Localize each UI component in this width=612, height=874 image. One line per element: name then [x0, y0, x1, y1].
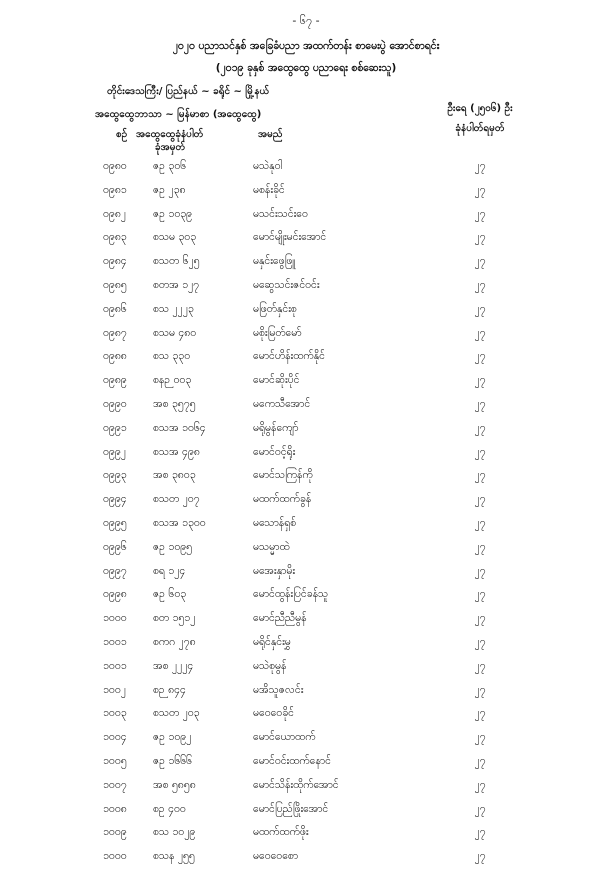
serial-cell: ၁၀၀၉: [103, 826, 127, 839]
serial-cell: ၀၉၈၃: [103, 231, 127, 244]
roll-number-cell: ဇဥ ၁၀၉၅: [153, 540, 193, 553]
roll-number-cell: စသန ၂၅၅: [153, 850, 195, 863]
serial-cell: ၀၉၉၁: [103, 421, 127, 434]
serial-cell: ၁၀၀၁: [103, 659, 127, 672]
roll-number-cell: ဇဥ ၁၀၉၂: [153, 731, 192, 744]
mark-cell: ၂၇: [474, 445, 486, 458]
table-row: [0, 684, 612, 708]
name-cell: မနှင်းဖွေဖြူ: [253, 255, 296, 268]
name-cell: မောင်ပြည်ဖြိုးအောင်: [253, 802, 329, 815]
serial-cell: ၀၉၉၆: [103, 540, 127, 553]
mark-cell: ၂၇: [474, 707, 486, 720]
subject-line: အထွေထွေဘာသာ ~ မြန်မာစာ (အထွေထွေ): [95, 109, 262, 120]
serial-cell: ၁၀၀၀: [103, 850, 127, 863]
name-cell: မအေးနှာမိုး: [253, 564, 295, 577]
mark-cell: ၂၇: [474, 493, 486, 506]
name-cell: မောင်ဆိုးပိုင်: [253, 374, 300, 387]
roll-number-cell: ဇဥ ၁၆၆၆: [153, 754, 193, 767]
serial-cell: ၀၉၉၈: [103, 588, 127, 601]
serial-cell: ၁၀၀၁: [103, 635, 127, 648]
roll-number-cell: စသမ ၄၈၀: [153, 326, 197, 339]
table-row: [0, 184, 612, 208]
mark-cell: ၂၇: [474, 612, 486, 625]
roll-number-cell: စတအ ၁၂၇: [153, 278, 200, 291]
table-row: [0, 779, 612, 803]
roll-number-cell: ဇဥ ၁၀၃၉: [153, 207, 193, 220]
serial-cell: ၀၉၈၈: [103, 350, 127, 363]
roll-number-cell: စသ ၃၃၀: [153, 350, 191, 363]
table-row: [0, 398, 612, 422]
roll-number-cell: ဇဥ ၆၀၃: [153, 588, 187, 601]
name-cell: မောင်ဟိန်းထက်နိုင်: [253, 350, 325, 363]
table-row: [0, 350, 612, 374]
mark-cell: ၂၇: [474, 731, 486, 744]
name-cell: မစိုးမြတ်မော်: [253, 326, 302, 339]
roll-number-cell: စသတ ၂၀၇: [153, 493, 200, 506]
table-row: [0, 469, 612, 493]
roll-number-cell: စသတ ၆၂၅: [153, 255, 200, 268]
name-cell: မောင်သိန်းထိုက်အောင်: [253, 778, 339, 791]
roll-number-cell: စသအ ၁၃၀၀: [153, 516, 206, 529]
mark-cell: ၂၇: [474, 350, 486, 363]
mark-cell: ၂၇: [474, 469, 486, 482]
name-cell: မောင်ဝင့်ရိုး: [253, 445, 296, 458]
roll-number-cell: အစ ၅၈၅၈: [153, 778, 196, 791]
roll-number-cell: စသမ ၃၀၃: [153, 231, 197, 244]
table-row: [0, 707, 612, 731]
name-cell: မဆွေသင်းဇင်ဝင်း: [253, 278, 320, 291]
serial-cell: ၁၀၀၃: [103, 707, 127, 720]
table-row: [0, 493, 612, 517]
candidate-count-header: ဦးရေ (၂၅၀၆) ဦး: [447, 103, 513, 114]
mark-cell: ၂၇: [474, 635, 486, 648]
name-cell: မောင်မျိုးမင်းအောင်: [253, 231, 327, 244]
serial-column-header: စဉ်: [116, 129, 128, 140]
mark-cell: ၂၇: [474, 659, 486, 672]
serial-cell: ၀၉၉၂: [103, 445, 126, 458]
roll-number-cell: စသအ ၁၀၆၄: [153, 421, 206, 434]
mark-cell: ၂၇: [474, 564, 486, 577]
table-row: [0, 160, 612, 184]
table-row: [0, 374, 612, 398]
mark-cell: ၂၇: [474, 802, 486, 815]
name-cell: မသဲနုဝါ: [253, 160, 283, 172]
serial-cell: ၁၀၀၅: [103, 754, 127, 767]
roll-number-cell: စဥ ၄၀၀: [153, 802, 186, 815]
mark-cell: ၂၇: [474, 397, 486, 410]
serial-cell: ၀၉၈၅: [103, 278, 127, 291]
name-cell: မောင်ယောထက်: [253, 731, 316, 744]
serial-cell: ၁၀၀၂: [103, 683, 126, 696]
name-cell: မရိုင်နှင်းမွှ: [253, 635, 291, 648]
mark-column-header: ခုံနံပါတ်ရမှတ်: [455, 123, 505, 134]
table-row: [0, 231, 612, 255]
serial-cell: ၀၉၉၀: [103, 397, 127, 410]
mark-cell: ၂၇: [474, 326, 486, 339]
table-row: [0, 327, 612, 351]
table-row: [0, 255, 612, 279]
document-title: ၂၀၂၀ ပညာသင်နှစ် အခြေခံပညာ အထက်တန်း စာမေးပွဲ အောင်စာရင်း: [172, 40, 440, 52]
table-row: [0, 208, 612, 232]
name-cell: မဖြတ်နှင်းစု: [253, 302, 297, 315]
roll-number-cell: အစ ၃၅၇၅: [153, 397, 196, 410]
serial-cell: ၀၉၈၂: [103, 207, 126, 220]
roll-number-cell: စကဂ ၂၇၈: [153, 635, 196, 648]
roll-number-cell: စသ ၁၀၂၉: [153, 826, 196, 839]
mark-cell: ၂၇: [474, 850, 486, 863]
name-cell: မထက်ထက်ဖိုး: [253, 826, 309, 839]
table-row: [0, 826, 612, 850]
serial-cell: ၀၉၉၄: [103, 493, 127, 506]
mark-cell: ၂၇: [474, 826, 486, 839]
name-cell: မစန်းခိုင်: [253, 183, 285, 196]
roll-number-cell: အစ ၂၂၂၄: [153, 659, 194, 672]
mark-cell: ၂၇: [474, 255, 486, 268]
roll-number-cell: ဇဥ ၂၃၈: [153, 183, 186, 196]
name-cell: မကေသီအောင်: [253, 397, 311, 410]
table-row: [0, 803, 612, 827]
table-row: [0, 541, 612, 565]
serial-cell: ၁၀၀၈: [103, 802, 127, 815]
roll-number-cell: စတ ၁၅၁၂: [153, 612, 196, 625]
table-row: [0, 755, 612, 779]
roll-number-cell: စသတ ၂၀၃: [153, 707, 200, 720]
serial-cell: ၀၉၈၁: [103, 183, 127, 196]
serial-cell: ၁၀၀၄: [103, 731, 127, 744]
name-cell: မောင်ထွန်းပြင်ခန်သူ: [253, 588, 329, 601]
roll-number-cell: စဉ ၈၄၄: [153, 683, 186, 696]
table-row: [0, 588, 612, 612]
mark-cell: ၂၇: [474, 160, 486, 172]
table-row: [0, 446, 612, 470]
location-line: တိုင်းဒေသကြီး/ ပြည်နယ် ~ ခရိုင် ~ မြို့နယ်: [107, 86, 270, 97]
roll-number-cell: အစ ၃၈၀၃: [153, 469, 196, 482]
mark-cell: ၂၇: [474, 754, 486, 767]
mark-cell: ၂၇: [474, 778, 486, 791]
name-cell: မဝေဝေခိုင်: [253, 707, 294, 720]
mark-cell: ၂၇: [474, 231, 486, 244]
table-row: [0, 850, 612, 874]
table-row: [0, 636, 612, 660]
table-row: [0, 422, 612, 446]
document-subtitle: (၂၀၁၉ ခုနှစ် အထွေထွေ ပညာရေး စစ်ဆေးသူ): [215, 62, 397, 74]
table-row: [0, 303, 612, 327]
mark-cell: ၂၇: [474, 421, 486, 434]
table-row: [0, 612, 612, 636]
serial-cell: ၀၉၈၉: [103, 374, 127, 387]
roll-number-cell: စရ ၁၂၄: [153, 564, 186, 577]
serial-cell: ၀၉၉၅: [103, 516, 127, 529]
page-number: - ၆၇ -: [292, 14, 320, 27]
serial-cell: ၁၀၀၇: [103, 778, 127, 791]
serial-cell: ၀၉၈၆: [103, 302, 127, 315]
roll-column-header-line2: ခုံအမှတ်: [155, 142, 186, 153]
serial-cell: ၀၉၉၃: [103, 469, 127, 482]
mark-cell: ၂၇: [474, 278, 486, 291]
mark-cell: ၂၇: [474, 302, 486, 315]
name-cell: မထက်ထက်ခွန်: [253, 493, 312, 506]
mark-cell: ၂၇: [474, 540, 486, 553]
serial-cell: ၁၀၀၀: [103, 612, 127, 625]
mark-cell: ၂၇: [474, 183, 486, 196]
table-row: [0, 565, 612, 589]
name-cell: မသင်းသင်းဝေ: [253, 207, 308, 220]
results-table: [0, 160, 612, 874]
serial-cell: ၀၉၈၇: [103, 326, 127, 339]
table-row: [0, 731, 612, 755]
mark-cell: ၂၇: [474, 374, 486, 387]
mark-cell: ၂၇: [474, 588, 486, 601]
serial-cell: ၀၉၈၄: [103, 255, 127, 268]
name-cell: မသမ္မာထဲ: [253, 540, 290, 553]
name-cell: မဝေဝေစော: [253, 850, 299, 863]
name-cell: မောင်ဝင်းထက်နောင်: [253, 754, 331, 767]
roll-column-header: အထွေထွေခုံနံပါတ်: [136, 129, 204, 140]
mark-cell: ၂၇: [474, 683, 486, 696]
table-row: [0, 660, 612, 684]
roll-number-cell: စသအ ၄၉၈: [153, 445, 200, 458]
mark-cell: ၂၇: [474, 516, 486, 529]
name-column-header: အမည်: [258, 129, 283, 140]
roll-number-cell: ဇဥ ၃၀၆: [153, 160, 187, 172]
roll-number-cell: စနဉ ၀၀၃: [153, 374, 192, 387]
name-cell: မရိုမွန်ကျော်: [253, 421, 299, 434]
table-row: [0, 279, 612, 303]
mark-cell: ၂၇: [474, 207, 486, 220]
name-cell: မောင်သကြန်ကို: [253, 469, 313, 482]
serial-cell: ၀၉၉၇: [103, 564, 127, 577]
name-cell: မအိသူဇလင်း: [253, 683, 304, 696]
name-cell: မသဲစုမွန်: [253, 659, 287, 672]
roll-number-cell: စသ ၂၂၂၃: [153, 302, 194, 315]
name-cell: မသောန်ရှစ်: [253, 516, 297, 529]
name-cell: မောင်ညီညီမွန်: [253, 612, 307, 625]
table-row: [0, 517, 612, 541]
serial-cell: ၀၉၈၀: [103, 160, 127, 172]
